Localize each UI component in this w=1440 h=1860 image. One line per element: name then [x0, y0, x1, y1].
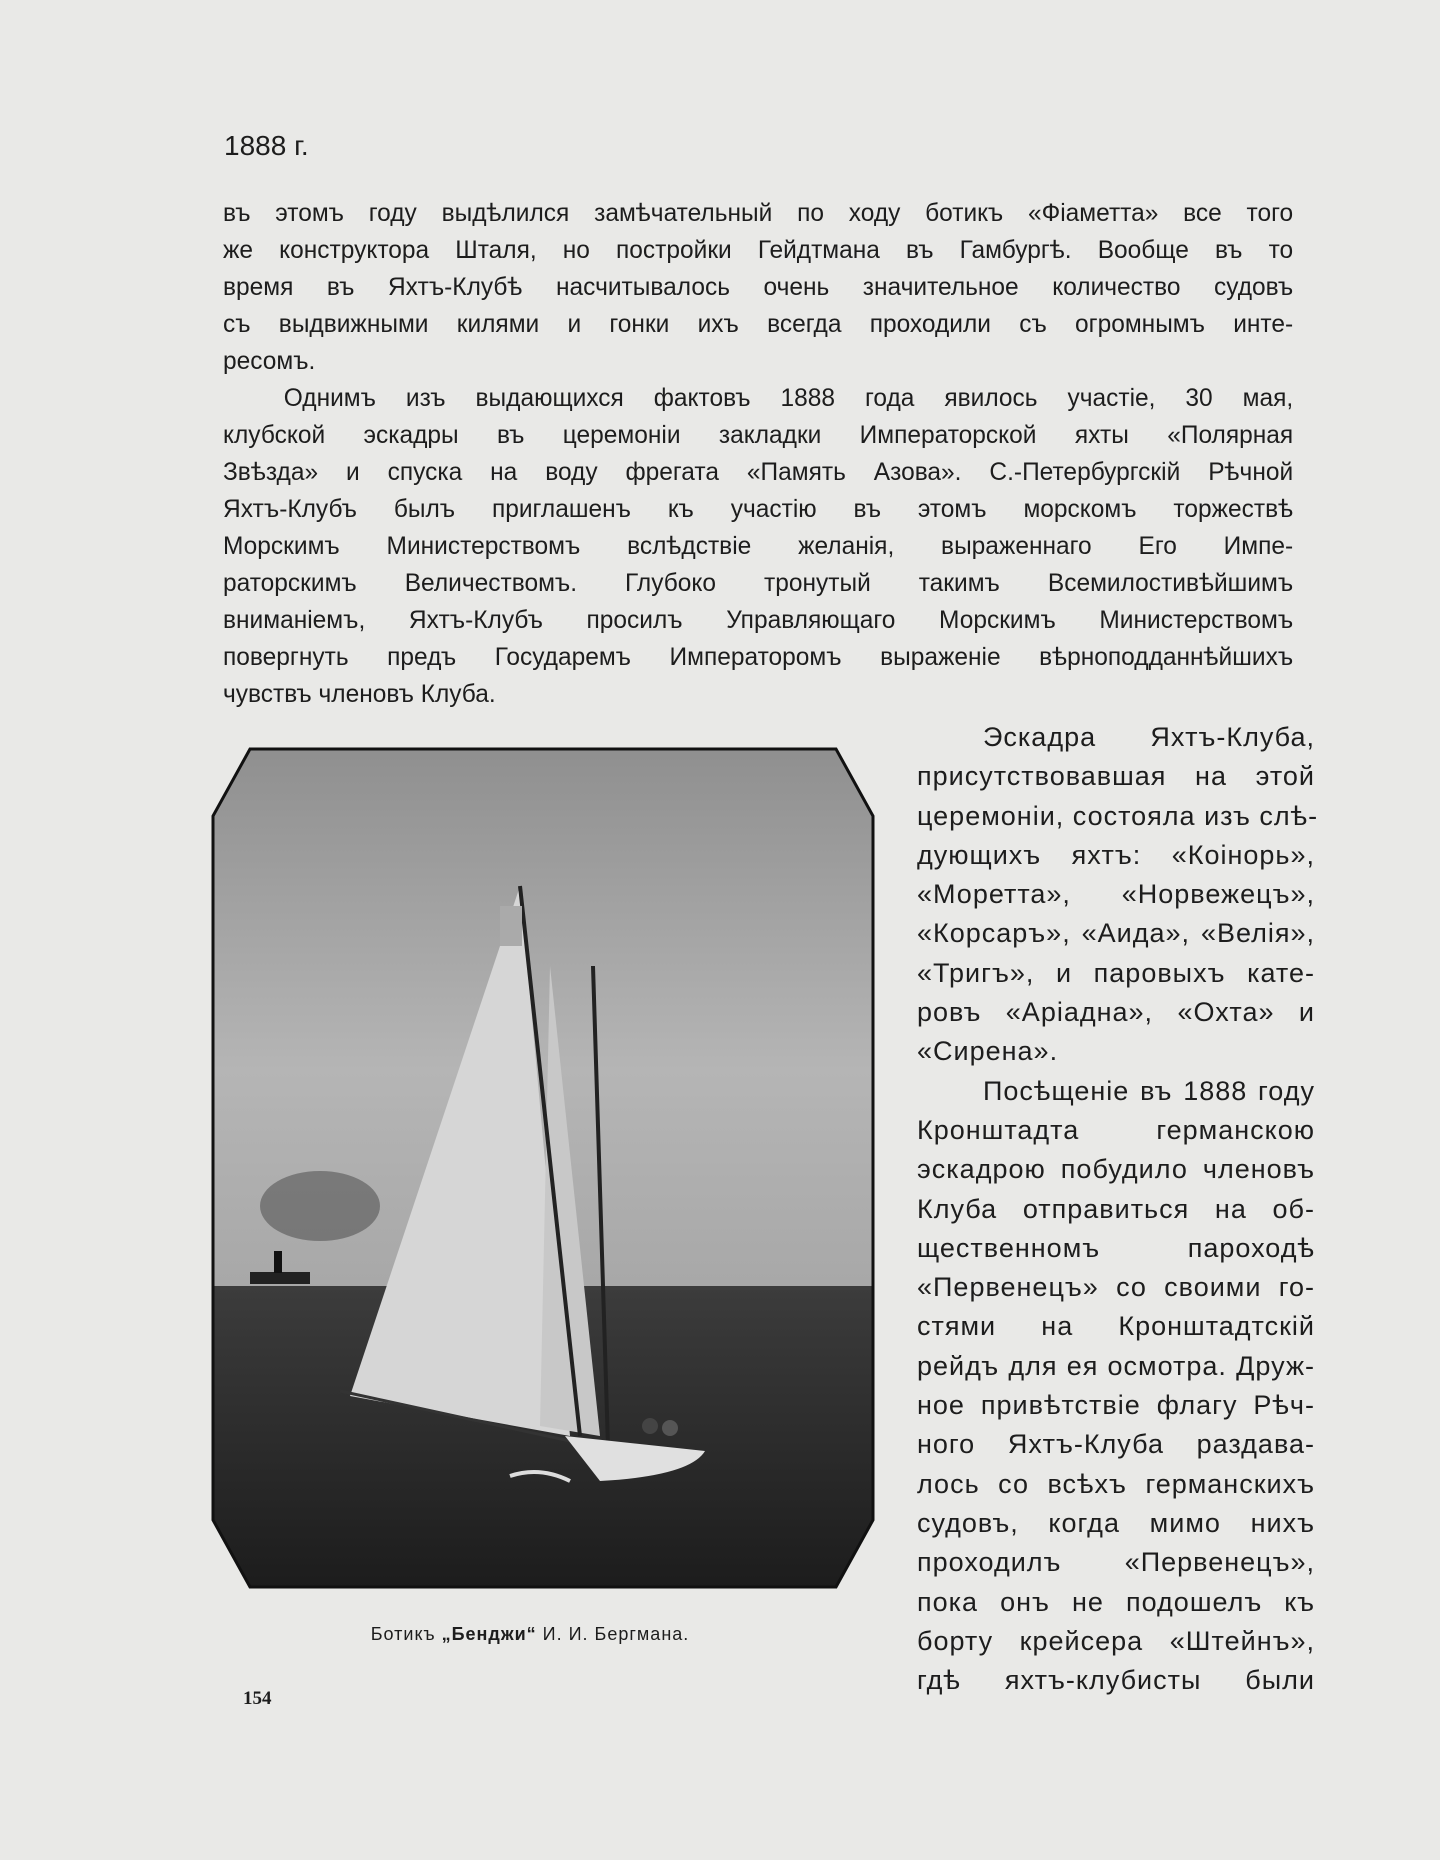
text-line: эскадрою побудило членовъ [917, 1154, 1315, 1185]
text-line: Клуба отправиться на об- [917, 1193, 1315, 1224]
text-line: повергнуть предъ Государемъ Императоромъ выраженіе вѣрноподданнѣйшихъ [223, 643, 1294, 671]
text-line: раторскимъ Величествомъ. Глубоко тронутый такимъ Всемилостивѣйшимъ [223, 569, 1294, 597]
page-header-year: 1888 г. [224, 130, 309, 161]
text-line: присутствовавшая на этой [917, 761, 1315, 792]
text-line: «Тригъ», и паровыхъ кате- [917, 957, 1315, 988]
text-line: пока онъ не подошелъ къ [917, 1586, 1315, 1617]
text-line: Однимъ изъ выдающихся фактовъ 1888 года явилось участіе, 30 мая, [283, 384, 1294, 412]
text-line: чувствъ членовъ Клуба. [223, 680, 496, 708]
text-line: борту крейсера «Штейнъ», [917, 1625, 1315, 1656]
text-line: Яхтъ-Клубъ былъ приглашенъ къ участію въ этомъ морскомъ торжествѣ [223, 495, 1294, 523]
text-line: Кронштадта германскою [917, 1114, 1315, 1145]
text-line: ного Яхтъ-Клуба раздава- [917, 1429, 1315, 1460]
text-line: Эскадра Яхтъ-Клуба, [983, 722, 1315, 752]
text-line: судовъ, когда мимо нихъ [917, 1507, 1315, 1538]
caption-prefix: Ботикъ [370, 1624, 442, 1644]
sailboat-photo [210, 746, 876, 1590]
text-line: лось со всѣхъ германскихъ [917, 1468, 1315, 1499]
text-line: Морскимъ Министерствомъ вслѣдствіе желанія, выраженнаго Его Импе- [223, 532, 1294, 560]
text-line: «Моретта», «Норвежецъ», [917, 879, 1315, 910]
text-line: «Первенецъ» со своими го- [917, 1272, 1315, 1303]
text-line: съ выдвижными килями и гонки ихъ всегда проходили съ огромнымъ инте- [223, 310, 1294, 338]
text-line: вниманіемъ, Яхтъ-Клубъ просилъ Управляющаго Морскимъ Министерствомъ [223, 606, 1294, 634]
text-line: Звѣзда» и спуска на воду фрегата «Память Азова». С.-Петербургскій Рѣчной [223, 458, 1294, 486]
text-line: стями на Кронштадтскій [917, 1311, 1315, 1342]
text-line: клубской эскадры въ церемоніи закладки Императорской яхты «Полярная [223, 421, 1294, 449]
text-line: время въ Яхтъ-Клубѣ насчитывалось очень значительное количество судовъ [223, 273, 1294, 301]
text-line: проходилъ «Первенецъ», [917, 1547, 1315, 1578]
text-line: «Сирена». [917, 1036, 1059, 1067]
text-line: ресомъ. [223, 347, 316, 375]
caption-suffix: И. И. Бергмана. [536, 1624, 690, 1644]
text-line: Посѣщеніе въ 1888 году [983, 1075, 1315, 1106]
side-text-block [917, 718, 1319, 1700]
page-number: 154 [243, 1688, 272, 1709]
text-line: гдѣ яхтъ-клубисты были [917, 1665, 1315, 1696]
text-line: дующихъ яхтъ: «Коінорь», [917, 839, 1315, 870]
caption-boat-name: „Бенджи“ [441, 1624, 537, 1644]
text-line: рейдъ для ея осмотра. Друж- [917, 1350, 1315, 1381]
text-line: «Корсаръ», «Аида», «Велія», [917, 918, 1315, 949]
text-line: въ этомъ году выдѣлился замѣчательный по ходу ботикъ «Фіаметта» все того [223, 199, 1294, 227]
text-line: ное привѣтствіе флагу Рѣч- [917, 1390, 1315, 1421]
photo-caption [250, 1624, 810, 1645]
main-text-block [223, 195, 1315, 713]
text-line: церемоніи, состояла изъ слѣ- [917, 800, 1319, 831]
text-line: щественномъ пароходѣ [917, 1232, 1315, 1263]
text-line: же конструктора Шталя, но постройки Гейдтмана въ Гамбургѣ. Вообще въ то [223, 236, 1294, 264]
text-line: ровъ «Аріадна», «Охта» и [917, 997, 1315, 1028]
